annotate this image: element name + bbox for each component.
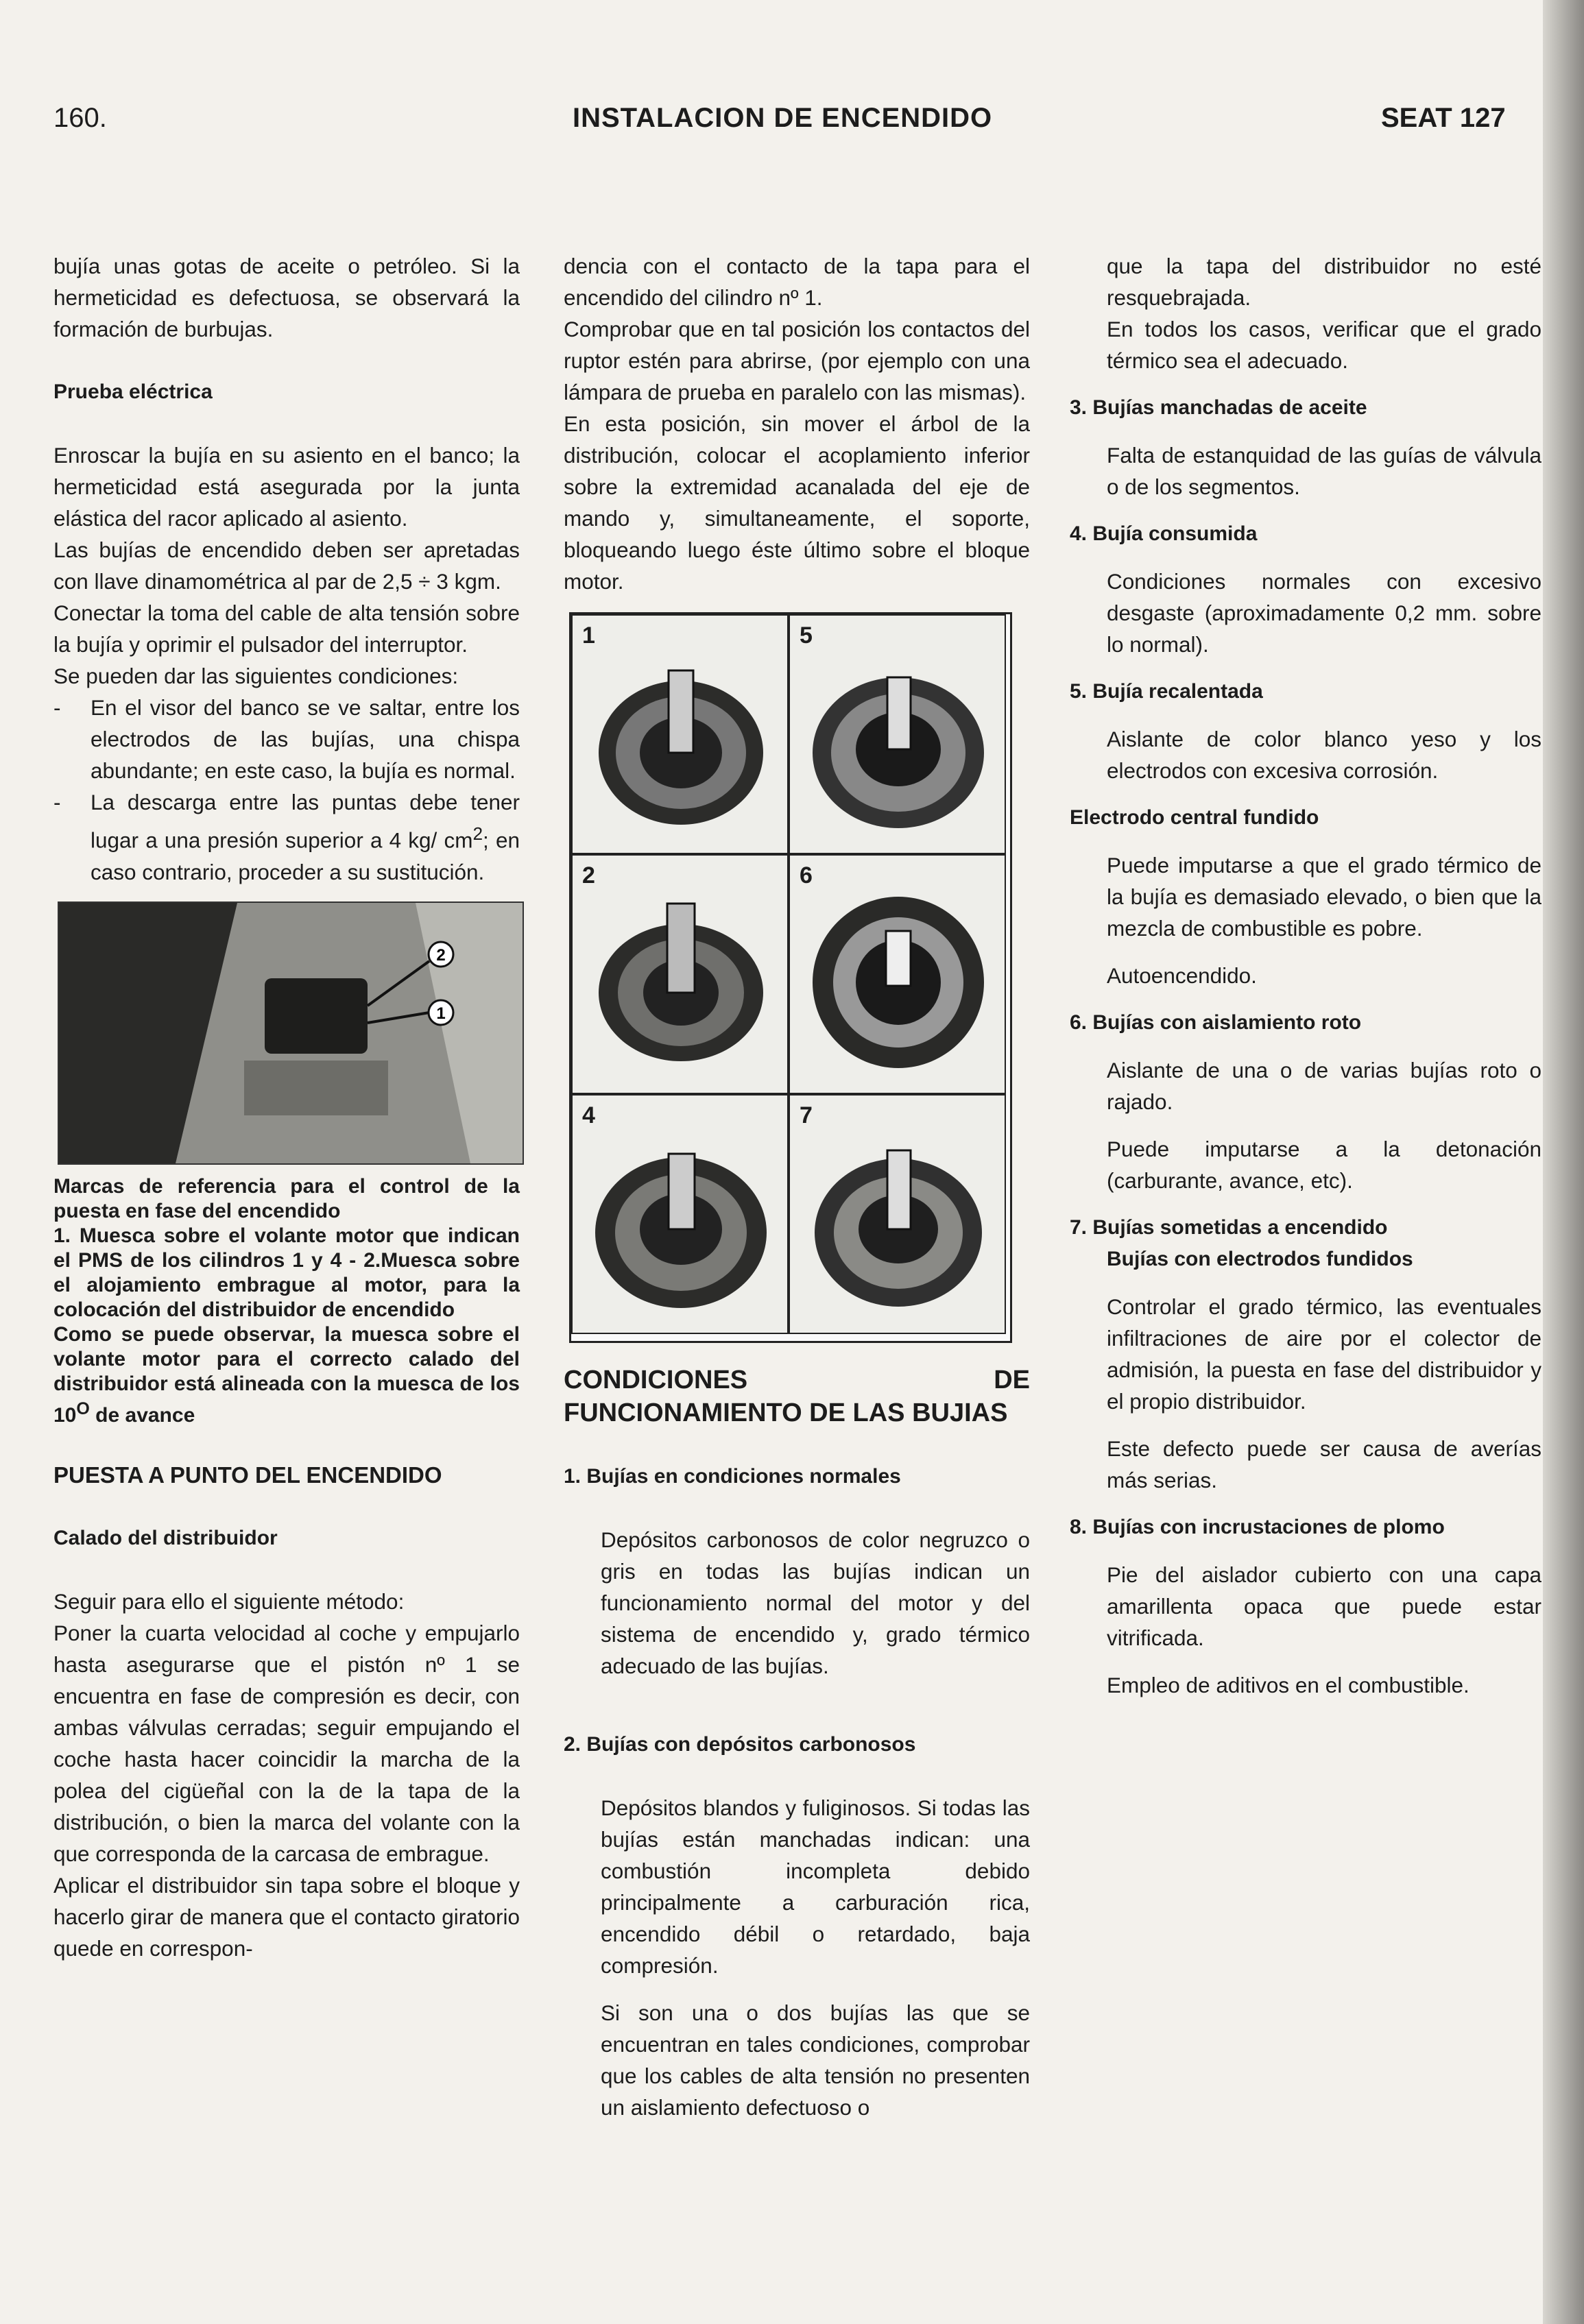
paragraph: Puede imputarse a que el grado térmico de la bujía es demasiado elevado, o bien que la mezcla de combustible es pobre.: [1107, 853, 1541, 941]
superscript: O: [76, 1399, 90, 1418]
spark-plug-drawing: [790, 1096, 1006, 1334]
list-item: [53, 692, 520, 786]
spark-plug-cell: [789, 1094, 1006, 1334]
paragraph: En todos los casos, verificar que el grado térmico sea el adecuado.: [1107, 317, 1541, 373]
paragraph: Controlar el grado térmico, las eventuales infiltraciones de aire por el colector de admisión, la puesta en fase del distribuidor y el propio distribuidor.: [1107, 1294, 1541, 1414]
paragraph: dencia con el contacto de la tapa para el encendido del cilindro nº 1.: [564, 254, 1030, 310]
caption-text: Como se puede observar, la muesca sobre el volante motor para el correcto calado del distribuidor está alineada con la muesca de los 10: [53, 1322, 520, 1427]
paragraph: Comprobar que en tal posición los contactos del ruptor estén para abrirse, (por ejemplo con una lámpara de prueba en paralelo con las mismas).: [564, 317, 1030, 404]
paragraph: Autoencendido.: [1107, 963, 1257, 988]
paragraph: Si son una o dos bujías las que se encuentran en tales condiciones, comprobar que los cables de alta tensión no presenten un aislamiento defectuoso o: [601, 2000, 1030, 2120]
list-item-text: ; en caso contrario, proceder a su sustitución.: [91, 827, 520, 884]
paragraph: En esta posición, sin mover el árbol de la distribución, colocar el acoplamiento inferior sobre la extremidad acanalada del eje de mando y, simultaneamente, el soporte, bloqueando luego éste último sobre el bloque motor.: [564, 411, 1030, 594]
list-item-text: La descarga entre las puntas debe tener lugar a una presión superior a 4 kg/ cm: [91, 790, 520, 853]
subsection-heading: Calado del distribuidor: [53, 1526, 278, 1549]
plug-number: 2: [582, 862, 595, 888]
marker-label-1: 1: [436, 1004, 446, 1023]
plug-number: 1: [582, 622, 595, 649]
paragraph: Se pueden dar las siguientes condiciones:: [53, 664, 459, 688]
plug-number: 7: [800, 1102, 813, 1128]
figure-caption-body: 1. Muesca sobre el volante motor que indican el PMS de los cilindros 1 y 4 - 2.Muesca sobre el alojamiento embrague al motor, para la colocación del distribuidor de encendido: [53, 1224, 520, 1321]
spark-plug-drawing: [573, 616, 789, 854]
figure-caption-note: [53, 1322, 520, 1428]
spark-plug-drawing: [790, 616, 1006, 854]
subsection-heading: 7. Bujías sometidas a encendido: [1070, 1216, 1388, 1239]
paragraph: Empleo de aditivos en el combustible.: [1107, 1673, 1469, 1697]
subsection-heading: 4. Bujía consumida: [1070, 522, 1258, 545]
list-item: [53, 786, 520, 888]
dash-marker: -: [53, 790, 61, 814]
column-right: [1070, 250, 1541, 1701]
subsection-heading: 3. Bujías manchadas de aceite: [1070, 396, 1367, 419]
flywheel-photo-drawing: [59, 903, 523, 1163]
paragraph: Falta de estanquidad de las guías de válvula o de los segmentos.: [1107, 443, 1541, 499]
paragraph: bujía unas gotas de aceite o petróleo. Si la hermeticidad es defectuosa, se observará la formación de burbujas.: [53, 254, 520, 341]
plug-electrode: [667, 904, 695, 993]
figure-caption-title: Marcas de referencia para el control de la puesta en fase del encendido: [53, 1174, 520, 1222]
plug-electrode: [887, 677, 911, 749]
caption-text: de avance: [89, 1403, 195, 1427]
column-left: [53, 250, 520, 1964]
page-number-right: SEAT 127: [1381, 103, 1506, 133]
page-title: INSTALACION DE ENCENDIDO: [573, 103, 993, 133]
spark-plug-drawing: [573, 856, 789, 1094]
paragraph: Poner la cuarta velocidad al coche y empujarlo hasta asegurarse que el pistón nº 1 se encuentra en fase de compresión es decir, con ambas válvulas cerradas; seguir empujando el coche hasta hacer coincidir la marcha de la polea del cigüeñal con la de la tapa de la distribución, o bien la marca del volante con la que corresponda de la carcasa de embrague.: [53, 1620, 520, 1866]
paragraph: Aplicar el distribuidor sin tapa sobre el bloque y hacerlo girar de manera que el contacto giratorio quede en correspon-: [53, 1872, 520, 1961]
marker-label-2: 2: [436, 945, 446, 965]
spark-plug-figure: [569, 612, 1012, 1343]
subsection-heading: Bujías con electrodos fundidos: [1107, 1248, 1413, 1270]
subsection-heading: Electrodo central fundido: [1070, 806, 1319, 829]
plug-electrode: [886, 931, 911, 986]
paragraph: Puede imputarse a la detonación (carburante, avance, etc).: [1107, 1137, 1541, 1193]
plug-number: 5: [800, 622, 813, 649]
subsection-heading: 2. Bujías con depósitos carbonosos: [564, 1733, 916, 1756]
clutch-housing: [265, 978, 368, 1054]
flywheel-photo: [58, 901, 524, 1165]
section-heading: CONDICIONES DE FUNCIONAMIENTO DE LAS BUJIAS: [564, 1366, 1030, 1427]
paragraph: Aislante de una o de varias bujías roto o rajado.: [1107, 1058, 1541, 1114]
superscript: 2: [472, 823, 483, 844]
spark-plug-drawing: [790, 856, 1006, 1094]
list-item-text: En el visor del banco se ve saltar, entre los electrodos de las bujías, una chispa abundante; en este caso, la bujía es normal.: [91, 695, 520, 783]
spark-plug-cell: [789, 614, 1006, 854]
paragraph: Pie del aislador cubierto con una capa amarillenta opaca que puede estar vitrificada.: [1107, 1562, 1541, 1650]
paragraph: Condiciones normales con excesivo desgaste (aproximadamente 0,2 mm. sobre lo normal).: [1107, 569, 1541, 657]
plug-number: 6: [800, 862, 813, 888]
paragraph: Enroscar la bujía en su asiento en el banco; la hermeticidad está asegurada por la junta elástica del racor aplicado al asiento.: [53, 443, 520, 531]
spark-plug-drawing: [573, 1096, 789, 1334]
paragraph: Seguir para ello el siguiente método:: [53, 1588, 405, 1614]
spark-plug-cell: [571, 854, 789, 1094]
flywheel-edge: [244, 1061, 388, 1115]
spark-plug-cell: [789, 854, 1006, 1094]
paragraph: Este defecto puede ser causa de averías más serias.: [1107, 1436, 1541, 1492]
spark-plug-cell: [571, 1094, 789, 1334]
subsection-heading: 6. Bujías con aislamiento roto: [1070, 1011, 1362, 1034]
subsection-heading: 1. Bujías en condiciones normales: [564, 1465, 901, 1488]
paragraph: Conectar la toma del cable de alta tensión sobre la bujía y oprimir el pulsador del interruptor.: [53, 601, 520, 657]
paragraph: que la tapa del distribuidor no esté resquebrajada.: [1107, 254, 1541, 310]
column-middle: [564, 250, 1030, 2123]
dash-marker: -: [53, 695, 61, 720]
spark-plug-cell: [571, 614, 789, 854]
paragraph: Las bujías de encendido deben ser apretadas con llave dinamométrica al par de 2,5 ÷ 3 kgm.: [53, 537, 520, 594]
plug-number: 4: [582, 1102, 595, 1128]
paragraph: Aislante de color blanco yeso y los electrodos con excesiva corrosión.: [1107, 727, 1541, 783]
page-edge-shadow: [1543, 0, 1584, 2324]
paragraph: Depósitos blandos y fuliginosos. Si todas las bujías están manchadas indican: una combustión incompleta debido principalmente a carburación rica, encendido débil o retardado, baja compresión.: [601, 1795, 1030, 1978]
plug-electrode: [669, 1154, 695, 1229]
paragraph: Depósitos carbonosos de color negruzco o gris en todas las bujías indican un funcionamiento normal del motor y del sistema de encendido y, grado térmico adecuado de las bujías.: [601, 1527, 1030, 1678]
subsection-heading: 8. Bujías con incrustaciones de plomo: [1070, 1516, 1445, 1538]
plug-electrode: [887, 1150, 911, 1229]
page-number-left: 160.: [53, 103, 107, 133]
section-heading: Prueba eléctrica: [53, 380, 213, 403]
section-heading: PUESTA A PUNTO DEL ENCENDIDO: [53, 1462, 442, 1488]
plug-electrode: [669, 670, 693, 753]
subsection-heading: 5. Bujía recalentada: [1070, 680, 1263, 703]
